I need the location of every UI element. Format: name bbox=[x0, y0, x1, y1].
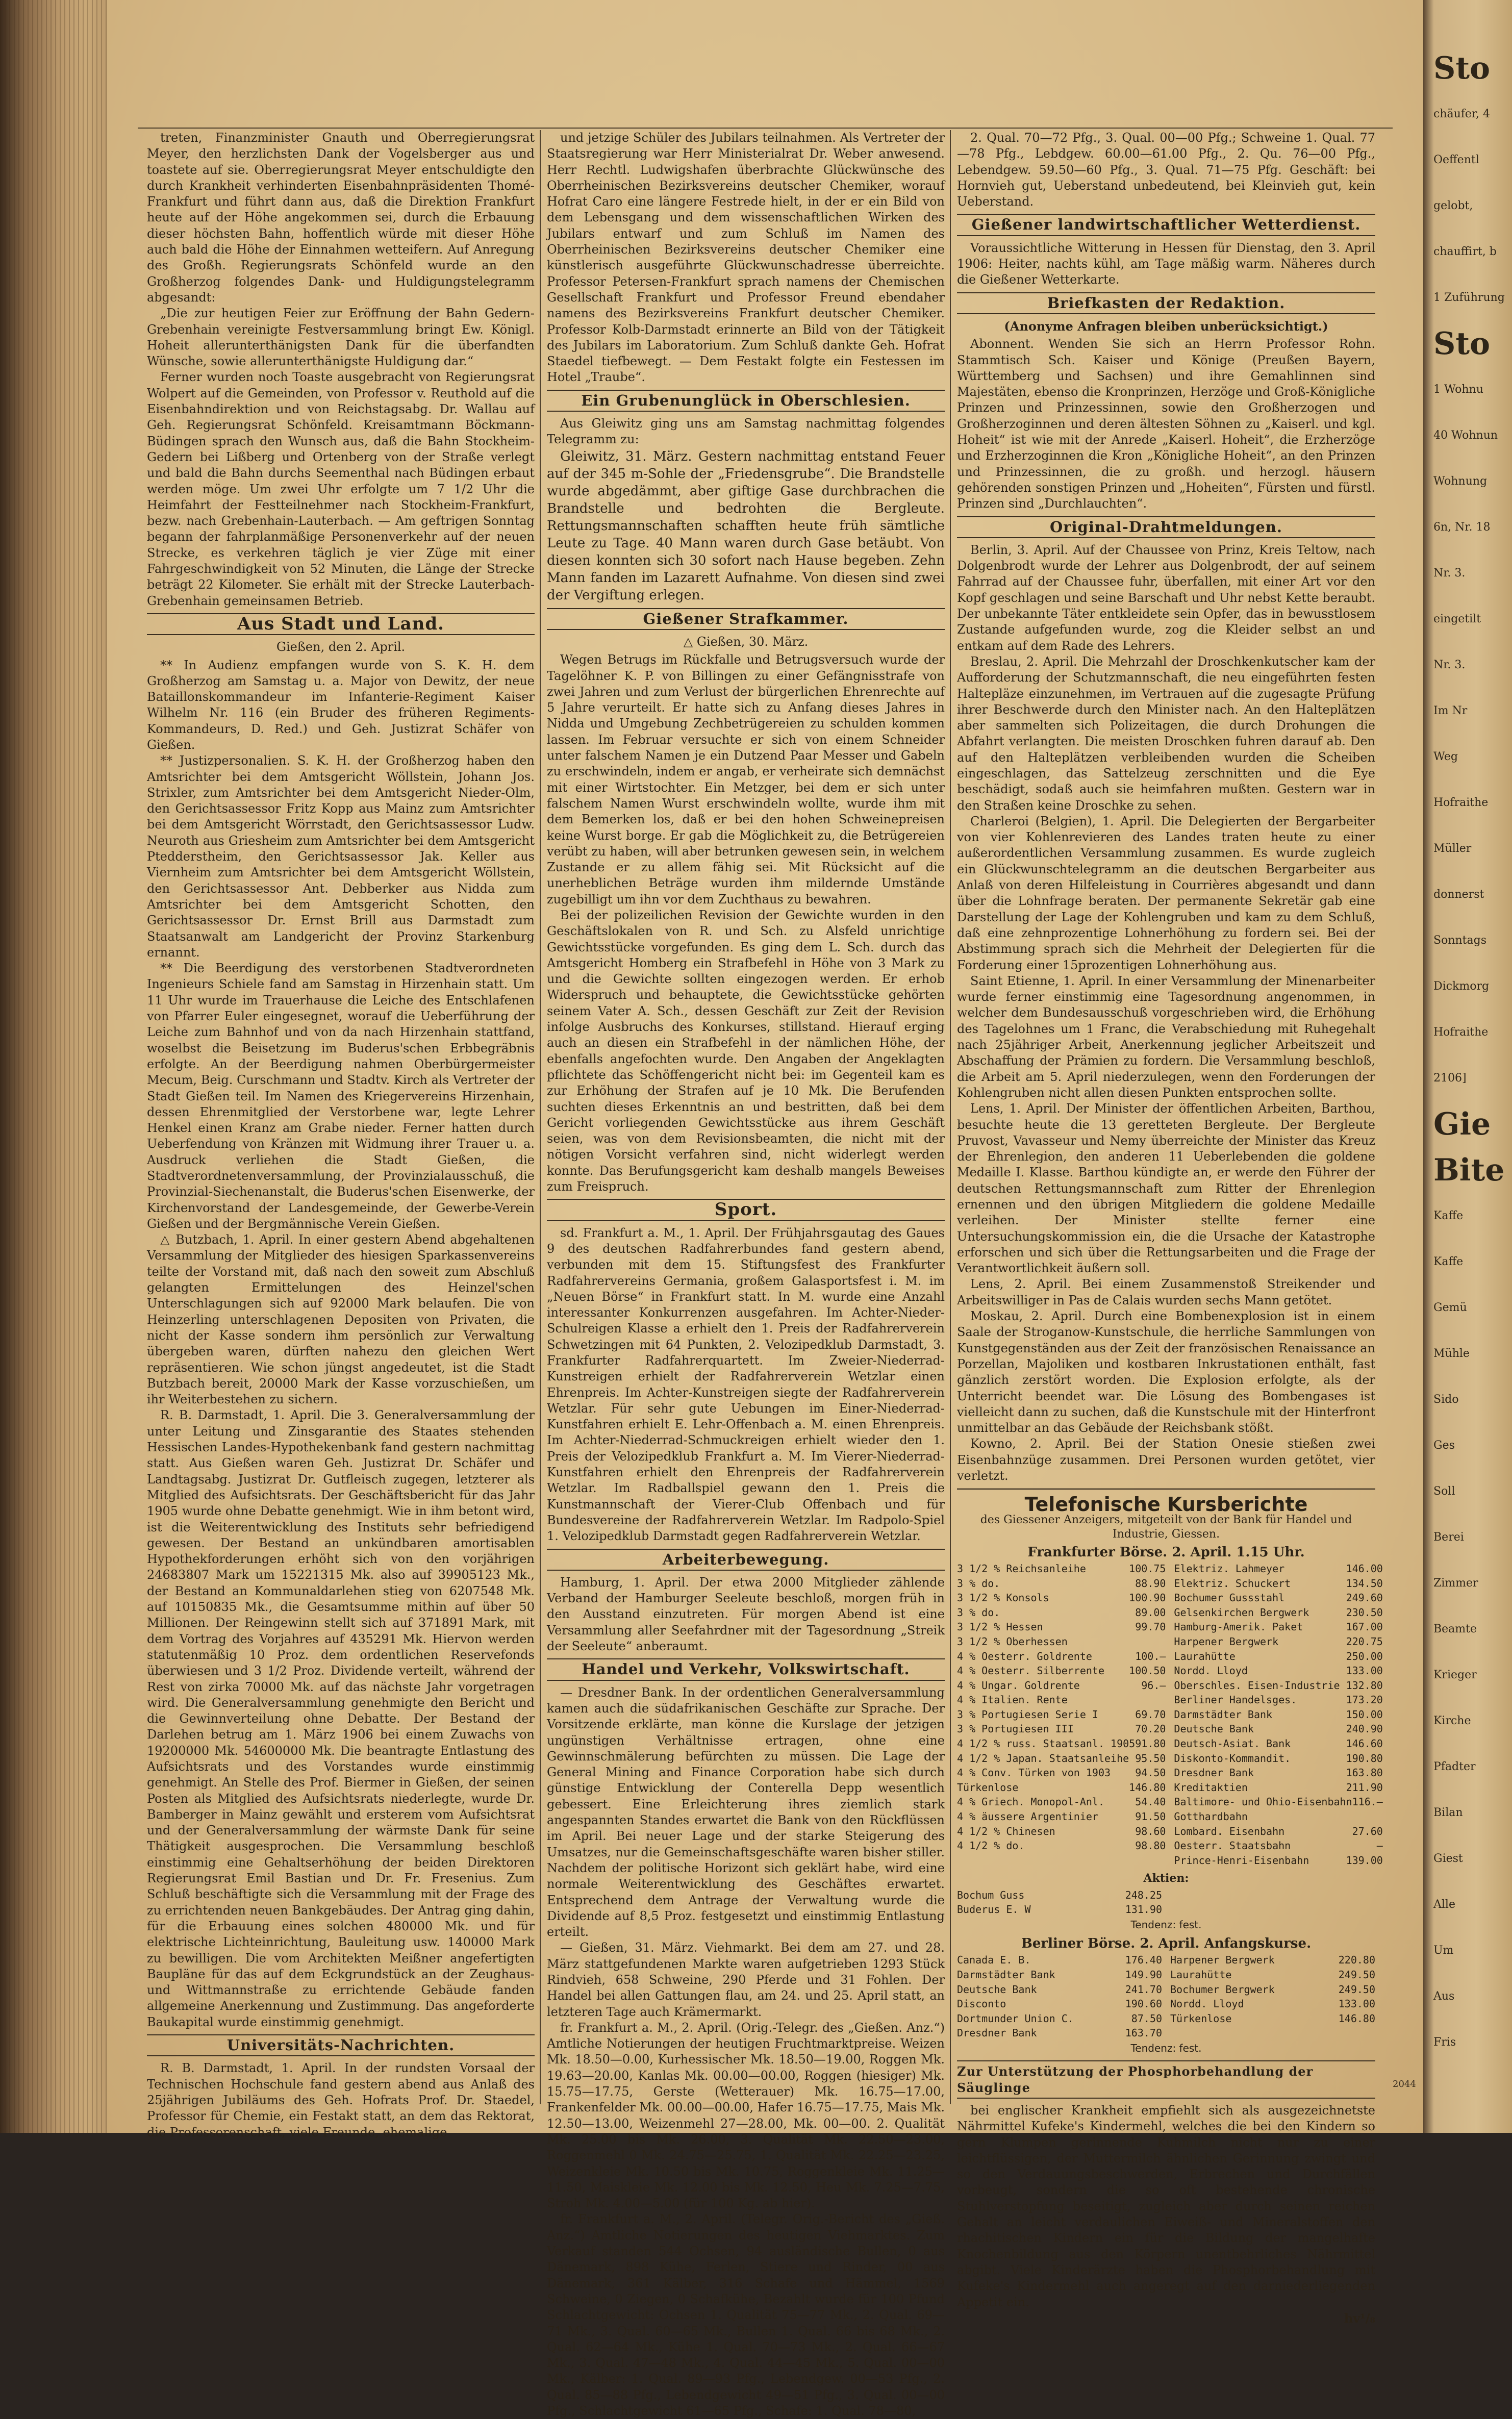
quote-name: Dresdner Bank bbox=[957, 2027, 1037, 2039]
quote-row bbox=[957, 1664, 1166, 1678]
frankfurt-quotes bbox=[957, 1561, 1383, 1868]
article-text: Saint Etienne, 1. April. In einer Versammlung der Minenarbeiter wurde ferner einstimmig eine Tagesordnung angenommen, in welcher dem Bundesausschuß vorgeschrieben wird, die Erhöhung des Tagelohnes um 1 Franc, die Verabschiedung mit Ruhegehalt nach 25jähriger Arbeit, Anerkennung jeglicher Arbeitszeit und Abschaffung der Prämien zu fordern. Die Versammlung beschloß, die Arbeit am 5. April niederzulegen, wenn den Forderungen der Kohlengruben nicht allen diesen Punkten entsprochen sollte. bbox=[957, 973, 1375, 1100]
quote-name: 4 % Griech. Monopol-Anl. bbox=[957, 1796, 1104, 1808]
quote-row bbox=[1174, 1736, 1382, 1751]
quote-name: 3 % do. bbox=[957, 1606, 1000, 1619]
quote-row bbox=[1174, 1824, 1382, 1839]
kurs-title: Telefonische Kursberichte bbox=[1024, 1493, 1308, 1516]
article-text: — Dresdner Bank. In der ordentlichen Generalversammlung kamen auch die südafrikanischen Geschäfte zur Sprache. Der Vorsitzende erklärte, man könne die Kurslage der jetzigen ungünstigen Verhältnisse ertragen, ohne eine Gewinnschmälerung befürchten zu müssen. Die Lage der General Mining and Finance Corporation habe sich durch günstige Entwicklung der Conterella Depp wesentlich gebessert. Eine Erleichterung ihres ziemlich stark angespannten Standes erwartet die Bank von den Rückflüssen im April. Bei neuer Lage und der starke Steigerung des Umsatzes, nur die Gemeinschaftsgeschäfte waren bisher stiller. Nachdem der politische Horizont sich geklärt habe, wird eine normale Weiterentwicklung des Geschäftes erwartet. Entsprechend dem Antrage der Verwaltung wurde die Dividende auf 8,5 Proz. festgesetzt und einstimmig Entlastung erteilt. bbox=[547, 1685, 945, 1939]
quote-row bbox=[957, 1780, 1166, 1795]
adjacent-text-fragment: 2106] bbox=[1433, 1072, 1467, 1085]
adjacent-text-fragment: Kaffe bbox=[1433, 1255, 1464, 1268]
section-heading-universitaet: Universitäts-Nachrichten. bbox=[147, 2034, 535, 2056]
article-text: sd. Frankfurt a. M., 1. April. Der Frühjahrsgautag des Gaues 9 des deutschen Radfahrerbundes fand gestern abend, verbunden mit dem 15. Stiftungsfest des Frankfurter Radfahrervereins Germania, großem Galasportsfest i. M. im „Neuen Börse“ in Frankfurt statt. In M. wurde eine Anzahl interessanter Konkurrenzen ausgefahren. Im Achter-Nieder-Schulreigen Klasse a erhielt den 1. Preis der Radfahrerverein Schwetzingen mit 64 Punkten, 2. Velozipedklub Darmstadt, 3. Frankfurter Radfahrerquartett. Im Zweier-Niederrad-Kunstreigen erhielt der Radfahrerverein Wetzlar einen Ehrenpreis. Im Achter-Kunstreigen siegte der Radfahrerverein Wetzlar. Für sehr gute Uebungen im Einer-Niederrad-Kunstfahren erhielt E. Lehr-Offenbach a. M. einen Ehrenpreis. Im Achter-Niederrad-Schmuckreigen erhielt wieder den 1. Preis der Velozipedklub Frankfurt a. M. Im Vierer-Niederrad-Kunstfahren erhielt den Ehrenpreis der Radfahrerverein Wetzlar. Im Radballspiel gewann den 1. Preis die Kunstmannschaft der Vierer-Club Offenbach und für Bundesvereine der Radfahrerverein Wetzlar. Im Radpolo-Spiel 1. Velozipedklub Darmstadt gegen Radfahrerverein Wetzlar. bbox=[547, 1225, 945, 1544]
article-text: Kowno, 2. April. Bei der Station Onesie stießen zwei Eisenbahnzüge zusammen. Drei Personen wurden getötet, vier verletzt. bbox=[957, 1437, 1375, 1483]
article-text: Wegen Betrugs im Rückfalle und Betrugsversuch wurde der Tagelöhner K. P. von Billingen zu einer Gefängnisstrafe von zwei Jahren und zum Verlust der bürgerlichen Ehrenrechte auf 5 Jahre verurteilt. Er hatte sich zu Anfang dieses Jahres in Nidda und Umgebung Zechbetrügereien zu schulden kommen lassen. Im Februar versuchte er sich von einem Schneider unter falschem Namen je ein Dutzend Paar Messer und Gabeln zu erschwindeln, indem er angab, er verheirate sich demnächst mit einer Wirtstochter. Ein Metzger, bei dem er sich unter falschem Namen Wurst erschwindeln wollte, wurde ihm mit dem Bemerken los, daß er bei den hohen Schweinepreisen keine Wurst borge. Er gab die Möglichkeit zu, die Betrügereien verübt zu haben, will aber betrunken gewesen sein, in welchem Zustande er zu allem fähig sei. Mit Rücksicht auf die unerheblichen Beträge wurden ihm mildernde Umstände zugebilligt um ihn vor dem Zuchthaus zu bewahren. bbox=[547, 652, 945, 906]
adjacent-text-fragment: Oeffentl bbox=[1433, 154, 1479, 166]
adjacent-text-fragment: 40 Wohnun bbox=[1433, 429, 1498, 442]
advert-signature: hv¹/₈ bbox=[1344, 2310, 1375, 2326]
quote-row bbox=[1174, 1678, 1382, 1693]
quote-value: 163.80 bbox=[1346, 1767, 1383, 1779]
article-text: Aus Gleiwitz ging uns am Samstag nachmittag folgendes Telegramm zu: bbox=[547, 416, 945, 447]
quote-value: 94.50 bbox=[1135, 1767, 1166, 1779]
quote-name: 4 % Italien. Rente bbox=[957, 1694, 1068, 1706]
quote-row bbox=[957, 1824, 1166, 1839]
quote-row bbox=[1170, 1997, 1375, 2011]
adjacent-text-fragment: Hofraithe bbox=[1433, 796, 1489, 809]
quote-row bbox=[957, 1649, 1166, 1664]
adjacent-text-fragment: Sonntags bbox=[1433, 934, 1486, 947]
article-text: — Gießen, 31. März. Viehmarkt. Bei dem am 27. und 28. März stattgefundenen Markte waren aufgetrieben 1293 Stück Rindvieh, 658 Schweine, 290 Pferde und 31 Fohlen. Der Handel bei allen Gattungen flau, am 24. und 25. April statt, an letzteren Tage auch Krämermarkt. bbox=[547, 1941, 945, 2019]
quote-name: 4 % Oesterr. Silberrente bbox=[957, 1665, 1104, 1677]
quote-name: 3 1/2 % Reichsanleihe bbox=[957, 1562, 1086, 1575]
adjacent-text-fragment: Soll bbox=[1433, 1485, 1455, 1498]
quote-name: Nordd. Lloyd bbox=[1174, 1665, 1248, 1677]
adjacent-text-fragment: Dickmorg bbox=[1433, 980, 1490, 993]
quote-value: 139.00 bbox=[1346, 1854, 1383, 1867]
quote-name: Türkenlose bbox=[957, 1781, 1019, 1794]
tendency: Tendenz: fest. bbox=[1130, 1918, 1202, 1931]
adjacent-text-fragment: Sido bbox=[1433, 1393, 1459, 1406]
adjacent-text-fragment: Bilan bbox=[1433, 1806, 1463, 1819]
adjacent-text-fragment: Alle bbox=[1433, 1898, 1455, 1911]
quote-row bbox=[957, 1736, 1166, 1751]
quote-name: 3 % do. bbox=[957, 1577, 1000, 1590]
advert-heading: Zur Unterstützung der Phosphorbehandlung der Säuglinge bbox=[957, 2060, 1375, 2099]
quote-name: 4 1/2 % do. bbox=[957, 1840, 1025, 1852]
article-text: Berlin, 3. April. Auf der Chaussee von Prinz, Kreis Teltow, nach Dolgenbrodt wurde der Lehrer aus Dolgenbrodt, der auf seinem Fahrrad auf der Chaussee fuhr, überfallen, mit einer Art vor den Kopf geschlagen und seine Barschaft und Uhr nebst Kette beraubt. Der unbekannte Täter entkleidete sein Opfer, das in bewusstlosem Zustande aufgefunden wurde, zog die Kleider selbst an und entkam auf dem Rade des Lehrers. bbox=[957, 542, 1375, 653]
quote-value: 173.20 bbox=[1346, 1694, 1383, 1706]
quote-value: 190.60 bbox=[1125, 1998, 1162, 2010]
quote-value: 150.00 bbox=[1346, 1708, 1383, 1721]
quote-row bbox=[957, 1795, 1166, 1809]
quote-value: 98.60 bbox=[1135, 1825, 1166, 1837]
quote-value: 230.50 bbox=[1346, 1606, 1383, 1619]
quote-row bbox=[1170, 2011, 1375, 2026]
article-text: treten, Finanzminister Gnauth und Oberregierungsrat Meyer, den herzlichsten Dank der Vogelsberger aus und toastete auf sie. Oberregierungsrat Meyer entschuldigte den durch Krankheit verhinderten Eisenbahnpräsidenten Thomé-Frankfurt und führt dann aus, daß die Direktion Frankfurt heute auf der Höhe angekommen sei, durch die Erbauung dieser höchsten Bahn, hoffentlich würde mit dieser Höhe auch bald die Höhe der Einnahmen wetteifern. Auf Anregung des Großh. Regierungsrats Schönfeld wurde an den Großherzog folgendes Dank- und Huldigungstelegramm abgesandt: bbox=[147, 131, 535, 305]
adjacent-text-fragment: chäufer, 4 bbox=[1433, 108, 1491, 120]
adjacent-text-fragment: gelobt, bbox=[1433, 199, 1473, 212]
quote-name: Dortmunder Union C. bbox=[957, 2012, 1074, 2025]
quote-row bbox=[957, 1693, 1166, 1707]
adjacent-text-fragment: Sto bbox=[1433, 326, 1491, 362]
quote-value: 98.80 bbox=[1135, 1840, 1166, 1852]
quote-value: 100.90 bbox=[1129, 1592, 1166, 1604]
adjacent-text-fragment: chauffirt, b bbox=[1433, 245, 1497, 258]
quote-name: Bochum Guss bbox=[957, 1888, 1025, 1901]
adjacent-text-fragment: Sto bbox=[1433, 51, 1491, 86]
quote-row bbox=[1174, 1649, 1382, 1664]
adjacent-text-fragment: eingetilt bbox=[1433, 613, 1481, 625]
quote-value: 88.90 bbox=[1135, 1577, 1166, 1590]
quote-name: Nordd. Lloyd bbox=[1170, 1998, 1244, 2010]
quote-value: 91.50 bbox=[1135, 1810, 1166, 1823]
quote-value: 211.90 bbox=[1346, 1781, 1383, 1794]
section-heading-arbeiterbewegung: Arbeiterbewegung. bbox=[547, 1549, 945, 1571]
article-text: fr. Frankfurt a. M., 2. April. (Orig.-Telegr. des „Gießen. Anz.“) Amtliche Notierungen der heutigen Fruchtmarktpreise. Weizen Mk. 18.50—0.00, Kurhessischer Mk. 18.50—19.00, Roggen Mk. 19.63—20.00, Kanlas Mk. 00.00—00.00, Roggen (hiesiger) Mk. 15.75—17.75, Gerste (Wetterauer) Mk. 16.75—17.00, Frankenfelder Mk. 00.00—00.00, Hafer 16.75—17.75, Mais Mk. 12.50—13.00, Weizenmehl 27—28.00, Mk. 00—00. 2. Qualität Mk. 25.00 bis Mk. 26.00, 3. Qualität Mk. 22.50—23.00, Roggenmehl 0 Mk. 24.75—25.75, 1. Qualität Mk. 22.25—23.25, Weizenkleie Mk. 10.50 bis Mk. 10.75, Roggenkleie Mk. 11.25—11.50, Maiskleie Mk. 12.00 bis Mk. 12.50, Heu Mk. 7.25—7.75, Stroh Mk. 4.00—5.00 (für 100 Kg. ab hier). bbox=[547, 2020, 945, 2211]
quote-name: Diskonto-Kommandit. bbox=[1174, 1752, 1291, 1765]
quote-value: 167.00 bbox=[1346, 1621, 1383, 1633]
article-text: Charleroi (Belgien), 1. April. Die Delegierten der Bergarbeiter von vier Kohlenrevieren des Landes traten heute zu einer außerordentlichen Versammlung zusammen. Es wurde zugleich ein Glückwunschtelegramm an die deutschen Bergarbeiter aus Anlaß von deren Hilfeleistung in Courrières abgesandt und dann über die Lohnfrage beraten. Der permanente Sekretär gab eine Darstellung der Lage der Kohlengruben und kam zu dem Schluß, daß eine zehnprozentige Lohnerhöhung zu fordern sei. Bei der Abstimmung sprach sich die Mehrheit der Delegierten für die Forderung einer 15prozentigen Lohnerhöhung aus. bbox=[957, 814, 1375, 972]
quote-name: 3 % Portugiesen Serie I bbox=[957, 1708, 1098, 1721]
quote-row bbox=[957, 1888, 1162, 1903]
adjacent-text-fragment: Müller bbox=[1433, 842, 1472, 855]
article-text: Lens, 2. April. Bei einem Zusammenstoß Streikender und Arbeitswilliger in Pas de Calais wurden sechs Mann getötet. bbox=[957, 1277, 1375, 1307]
frankfurt-boerse-heading: Frankfurter Börse. 2. April. 1.15 Uhr. bbox=[1027, 1544, 1305, 1560]
quotes-aktien bbox=[957, 1888, 1162, 1917]
adjacent-text-fragment: Aus bbox=[1433, 1990, 1455, 2003]
adjacent-text-fragment: Hofraithe bbox=[1433, 1026, 1489, 1039]
quote-row bbox=[1170, 1982, 1375, 1997]
quote-name: Gotthardbahn bbox=[1174, 1810, 1248, 1823]
quote-value: 220.80 bbox=[1338, 1954, 1375, 1967]
quote-value: 163.70 bbox=[1125, 2027, 1162, 2039]
column-1 bbox=[147, 130, 535, 2139]
section-heading-sport: Sport. bbox=[547, 1199, 945, 1221]
page-label: 2044 bbox=[1393, 2079, 1416, 2089]
quote-name: Elektriz. Schuckert bbox=[1174, 1577, 1291, 1590]
quote-value: 133.00 bbox=[1346, 1665, 1383, 1677]
quote-row bbox=[1174, 1766, 1382, 1780]
quote-name: Oesterr. Staatsbahn bbox=[1174, 1840, 1291, 1852]
quote-row bbox=[1170, 1968, 1375, 1982]
quote-row bbox=[1174, 1634, 1382, 1649]
quote-name: 4 % Conv. Türken von 1903 bbox=[957, 1767, 1111, 1779]
quote-row bbox=[1174, 1751, 1382, 1766]
quote-row bbox=[1174, 1853, 1382, 1868]
quote-value: 146.00 bbox=[1346, 1562, 1383, 1575]
adjacent-text-fragment: 1 Wohnu bbox=[1433, 383, 1483, 396]
article-text: Ferner wurden noch Toaste ausgebracht von Regierungsrat Wolpert auf die Gemeinden, von Professor v. Reuthold auf die Eisenbahndirektion und von Reichstagsabg. Dr. Wallau auf Geh. Regierungsrat Schönfeld. Kreisamtmann Böckmann-Büdingen sprach den Wunsch aus, daß die Bahn Stockheim-Gedern bei Lißberg und Ortenberg von der Straße verlegt und bald die Bahn durchs Seementhal nach Büdingen erbaut werden möge. Um zwei Uhr erfolgte um 7 1/2 Uhr die Heimfahrt der Festteilnehmer nach Stockheim-Frankfurt, bezw. nach Grebenhain-Lauterbach. — Am geftrigen Sonntag begann der fahrplanmäßige Personenverkehr auf der neuen Strecke, es verkehren täglich je vier Züge mit einer Fahrgeschwindigkeit von 52 Minuten, die Länge der Strecke beträgt 22 Kilometer. Sie erhält mit der Strecke Lauterbach-Grebenhain gemeinsamen Betrieb. bbox=[147, 370, 535, 608]
article-text: ** In Audienz empfangen wurde von S. K. H. dem Großherzog am Samstag u. a. Major von Dewitz, der neue Bataillonskommandeur im Infanterie-Regiment Kaiser Wilhelm Nr. 116 (ein Bruder des früheren Regiments-Kommandeurs, D. Red.) und Geh. Justizrat Schäfer von Gießen. bbox=[147, 658, 535, 752]
section-heading-wetterdienst: Gießener landwirtschaftlicher Wetterdienst. bbox=[957, 214, 1375, 236]
quote-value: — bbox=[1376, 1840, 1383, 1852]
quote-name: Laurahütte bbox=[1170, 1969, 1232, 1981]
quotes-left bbox=[957, 1953, 1162, 2040]
article-text: Abonnent. Wenden Sie sich an Herrn Professor Rohn. Stammtisch Sch. Kaiser und Könige (Preußen Bayern, Württemberg und Sachsen) und ihre Gemahlinnen sind Majestäten, ebenso die Kronprinzen, Herzöge und Groß-Königliche Prinzen und Prinzessinnen, sowie den Großherzogen und Großherzoginnen und deren ältesten Söhnen zu „Kaiserl. und kgl. Hoheit“ ist wie mit der Anrede „Kaiserl. Hoheit“, die Erzherzöge und Erzherzoginnen die Kron „Königliche Hoheit“, an den Prinzen und Prinzessinnen, die zu großh. und herzogl. häusern gehörenden sonstigen Prinzen und „Hoheiten“, Fürsten und fürstl. Prinzen sind „Durchlauchten“. bbox=[957, 337, 1375, 511]
quote-row bbox=[957, 1591, 1166, 1605]
quote-row bbox=[957, 1620, 1166, 1634]
article-text: Moskau, 2. April. Durch eine Bombenexplosion ist in einem Saale der Stroganow-Kunstschule, die herrliche Sammlungen von Kunstgegenständen aus der Zeit der französischen Renaissance an Porzellan, Majoliken und kostbaren Inkrustationen enthält, fast gänzlich zerstört worden. Die Explosion erfolgte, als der Unterricht beendet war. Die Lösung des Bombengases ist vielleicht dann zu suchen, daß die Kunstschule mit der Hinterfront unmittelbar an das Gebäude der Reichsbank stößt. bbox=[957, 1309, 1375, 1435]
quote-row bbox=[957, 1576, 1166, 1591]
quote-name: Darmstädter Bank bbox=[1174, 1708, 1273, 1721]
quote-row bbox=[1174, 1561, 1382, 1576]
adjacent-text-fragment: Giest bbox=[1433, 1852, 1463, 1865]
kurs-subtitle: des Giessener Anzeigers, mitgeteilt von der Bank für Handel und Industrie, Giessen. bbox=[980, 1513, 1352, 1541]
quote-value: 87.50 bbox=[1131, 2012, 1162, 2025]
quote-name: 3 1/2 % Hessen bbox=[957, 1621, 1043, 1633]
column-rule bbox=[540, 130, 541, 2104]
quote-name: 4 % Ungar. Goldrente bbox=[957, 1679, 1080, 1692]
quote-name: Harpener Bergwerk bbox=[1174, 1635, 1279, 1648]
quote-value: 149.90 bbox=[1125, 1969, 1162, 1981]
section-heading-drahtmeldungen: Original-Drahtmeldungen. bbox=[957, 516, 1375, 538]
quotes-right bbox=[1170, 1953, 1375, 2040]
article-text: Breslau, 2. April. Die Mehrzahl der Droschkenkutscher kam der Aufforderung der Schutzmannschaft, die neu eingeführten festen Haltepläze einzunehmen, im Vertrauen auf die zugesagte Prüfung ihrer Beschwerde durch den Minister nach. An den Halteplätzen aber sammelten sich Polizeitagen, die durch Drohungen die Abfahrt verlangten. Die meisten Droschken fuhren darauf ab. Den auf den Halteplätzen verbleibenden wurden die Scheiben eingeschlagen, das Sattelzeug zerschnitten und die Eye beschädigt, sodaß auch sie heimfahren mußten. Gestern war in den Straßen keine Droschke zu sehen. bbox=[957, 654, 1375, 813]
quote-name: Elektriz. Lahmeyer bbox=[1174, 1562, 1285, 1575]
dateline: △ Gießen, 30. März. bbox=[683, 634, 809, 649]
section-heading-strafkammer: Gießener Strafkammer. bbox=[547, 608, 945, 630]
adjacent-text-fragment: 1 Zuführung bbox=[1433, 291, 1505, 304]
quote-row bbox=[1174, 1795, 1382, 1809]
quote-value: 249.50 bbox=[1338, 1983, 1375, 1996]
adjacent-text-fragment: Krieger bbox=[1433, 1669, 1477, 1681]
quote-row bbox=[1174, 1722, 1382, 1736]
quote-name: Baltimore- und Ohio-Eisenbahn bbox=[1174, 1796, 1352, 1808]
adjacent-text-fragment: Wohnung bbox=[1433, 475, 1488, 488]
berliner-boerse-heading: Berliner Börse. 2. April. Anfangskurse. bbox=[1021, 1936, 1312, 1952]
quote-row bbox=[957, 1809, 1166, 1824]
tendency: Tendenz: fest. bbox=[1130, 2042, 1202, 2055]
quote-row bbox=[957, 2011, 1162, 2026]
book-binding bbox=[0, 0, 107, 2133]
quote-row bbox=[1174, 1664, 1382, 1678]
quote-name: Buderus E. W bbox=[957, 1903, 1031, 1916]
quotes-right bbox=[1174, 1561, 1382, 1868]
quote-name: Canada E. B. bbox=[957, 1954, 1031, 1967]
quote-name: Bochumer Bergwerk bbox=[1170, 1983, 1275, 1996]
quote-name: Hamburg-Amerik. Paket bbox=[1174, 1621, 1303, 1633]
adjacent-text-fragment: Um bbox=[1433, 1944, 1454, 1957]
quote-value: 250.00 bbox=[1346, 1650, 1383, 1662]
quote-row bbox=[957, 1707, 1166, 1722]
article-text: fr. Frankfurt a. M., 2. April. (Telegr. Orig.-Bericht des „Gieß. Anz.“) Amtliche Notierungen des heutigen Viehmarktes. Zum Verkauf standen 544 Ochsen, 94 ausländische Bullen, 0 aus Dänemark, 898 Kühe, Ferlen, Stiere und Rinder, 00 aus Dänemark, 361 Kälber, 316 Schafe und Hämmel, 1569 Schweine, 0 Ziegen, 0 Schafkühe, Bezahlt wurde für 100 Pfund Schlachtgewicht: Ochsen 1. Qualität 75—77 Mk., 2. Qual. 69—71 Mk., 3. Qual. 60—65 Mk., Bullen 1. Qual. 66 bis 68 Mk., 2. Qual. 62—64 Mk., Kühe 1. Qual. 70—73 Mk., 2. Qual. 66—67 Mk., 3. Qual. 47—48 Mk., 4. Qual. 44—45 Mk., 5. Qual. 00—00 Mk., Kälber: 1. Qual. 89—93 Pfg., Lebendgew. 00—53 Pfg., 2. Qual. 85—88 Pfg., Lebendgewicht 49—51 Pfg., 3. Qual. 00—00 Pfg., Schlachtgewicht 61—65 Pfg., Schafe: 1. Qual. 78—80, bbox=[547, 2212, 945, 2418]
quote-row bbox=[1174, 1809, 1382, 1824]
quote-name: 4 1/2 % russ. Staatsanl. 1905 bbox=[957, 1737, 1136, 1750]
quote-name: Bochumer Gussstahl bbox=[1174, 1592, 1285, 1604]
section-heading-handel: Handel und Verkehr, Volkswirtschaft. bbox=[547, 1658, 945, 1680]
quote-row bbox=[957, 1968, 1162, 1982]
quote-row bbox=[957, 1997, 1162, 2011]
advert-text: bei englischer Krankheit empfiehlt sich als ausgezeichnetste Nährmittel Kufeke's Kindermehl, welches die bei den Kindern so gern Klumpen gerinnende Kuhmilch nicht nur zu einer leichtflüssigen, der Muttermilch ähnlichen Gerinnung zwingt und so den Verdauungsbeschwerden, Erbrechen und Durchfällen vorbeugt, sondern die so oft bestehende chronische Stuhlverstopfung beseitigt, zugleich aber durch seinen reichen Gehalt an leicht verdaulichen Eiweiß- und Mineralstoffen den rhachitischen Kindern ein für die Bildung der mangelhafte Knochenbildung aus den Körpern unentbehrliches Nährmittel abgibt. Viele Kinderärzte haben die Phosphorbehandlung mit Kufeke's Kindermehl auch angeregt auf den darniederliegenden Appetit ein. bbox=[957, 2103, 1375, 2309]
quote-row bbox=[1170, 1953, 1375, 1968]
quote-name: Gelsenkirchen Bergwerk bbox=[1174, 1606, 1309, 1619]
quote-name: Harpener Bergwerk bbox=[1170, 1954, 1275, 1967]
adjacent-text-fragment: Zimmer bbox=[1433, 1577, 1478, 1590]
quote-value: 146.80 bbox=[1129, 1781, 1166, 1794]
article-text: ** Die Beerdigung des verstorbenen Stadtverordneten Ingenieurs Schiele fand am Samstag in Hirzenhain statt. Um 11 Uhr wurde im Trauerhause die Leiche des Entschlafenen von Pfarrer Euler eingesegnet, worauf die Ueberführung der Leiche zum Bahnhof und von da nach Hirzenhain stattfand, woselbst die Beisetzung im Buderus'schen Erbbegräbnis erfolgte. An der Beerdigung nahmen Oberbürgermeister Mecum, Beig. Curschmann und Stadtv. Kirch als Vertreter der Stadt Gießen teil. Im Namen des Kriegervereins Hirzenhain, dessen Ehrenmitglied der Verstorbene war, legte Lehrer Henkel einen Kranz am Grabe nieder. Ferner hatten durch Ueberfendung von Kränzen mit Widmung ihrer Trauer u. a. Ausdruck verliehen die Stadt Gießen, die Stadtverordnetenversammlung, der Provinzialausschuß, die Provinzial-Siechenanstalt, die Buderus'schen Eisenwerke, der Kirchenvorstand der Landesgemeinde, der Gewerbe-Verein Gießen und der Bergmännische Verein Gießen. bbox=[147, 961, 535, 1231]
quote-value: 100.50 bbox=[1129, 1665, 1166, 1677]
quote-name: Berliner Handelsges. bbox=[1174, 1694, 1297, 1706]
quote-name: Kreditaktien bbox=[1174, 1781, 1248, 1794]
quote-value: 146.80 bbox=[1338, 2012, 1375, 2025]
quote-value: 134.50 bbox=[1346, 1577, 1383, 1590]
quote-name: 3 1/2 % Konsols bbox=[957, 1592, 1049, 1604]
section-heading-briefkasten: Briefkasten der Redaktion. bbox=[957, 292, 1375, 314]
quote-row bbox=[957, 1605, 1166, 1620]
article-text: ** Justizpersonalien. S. K. H. der Großherzog haben den Amtsrichter bei dem Amtsgericht Wöllstein, Johann Jos. Strixler, zum Amtsrichter bei dem Amtsgericht Nieder-Olm, den Gerichtsassessor Fritz Kopp aus Mainz zum Amtsrichter bei dem Amtsgericht Wörrstadt, den Gerichtsassessor Ludw. Neuroth aus Griesheim zum Amtsrichter bei dem Amtsgericht Ptedderstheim, den Gerichtsassessor Jak. Keller aus Viernheim zum Amtsrichter bei dem Amtsgericht Wöllstein, den Gerichtsassessor Ant. Debberker aus Nidda zum Amtsrichter bei dem Amtsgericht Schotten, den Gerichtsassessor Dr. Ernst Brill aus Darmstadt zum Staatsanwalt am Landgericht der Provinz Starkenburg ernannt. bbox=[147, 753, 535, 960]
quote-row bbox=[957, 1902, 1162, 1917]
adjacent-text-fragment: Ges bbox=[1433, 1439, 1455, 1452]
quote-row bbox=[957, 1982, 1162, 1997]
quote-value: 54.40 bbox=[1135, 1796, 1166, 1808]
berlin-quotes bbox=[957, 1953, 1375, 2040]
quote-name: 3 % Portugiesen III bbox=[957, 1723, 1074, 1735]
quote-value: 249.50 bbox=[1338, 1969, 1375, 1981]
section-heading-grubenunglueck: Ein Grubenunglück in Oberschlesien. bbox=[547, 390, 945, 412]
quote-row bbox=[1174, 1605, 1382, 1620]
quote-value: 190.80 bbox=[1346, 1752, 1383, 1765]
article-text: R. B. Darmstadt, 1. April. In der rundsten Vorsaal der Technischen Hochschule fand gestern abend aus Anlaß des 25jährigen Jubiläums des Geh. Hofrats Prof. Dr. Staedel, Professor für Chemie, ein Festakt statt, an dem das Rektorat, die Professorenschaft, viele Freunde, ehemalige bbox=[147, 2061, 535, 2139]
quote-value: 96.— bbox=[1141, 1679, 1166, 1692]
quote-name: 4 % äussere Argentinier bbox=[957, 1810, 1098, 1823]
section-heading-stadt-und-land: Aus Stadt und Land. bbox=[147, 613, 535, 635]
quote-name: Türkenlose bbox=[1170, 2012, 1232, 2025]
column-3 bbox=[957, 130, 1383, 2326]
quote-value: 249.60 bbox=[1346, 1592, 1383, 1604]
quote-name: Dresdner Bank bbox=[1174, 1767, 1254, 1779]
quote-name: 4 1/2 % Japan. Staatsanleihe bbox=[957, 1752, 1129, 1765]
quote-row bbox=[957, 1766, 1166, 1780]
quote-name: Deutsche Bank bbox=[957, 1983, 1037, 1996]
quote-value: 100.— bbox=[1135, 1650, 1166, 1662]
quote-value: 99.70 bbox=[1135, 1621, 1166, 1633]
adjacent-text-fragment: Mühle bbox=[1433, 1347, 1470, 1360]
briefkasten-note: (Anonyme Anfragen bleiben unberücksichtigt.) bbox=[1004, 318, 1328, 334]
article-text: Hamburg, 1. April. Der etwa 2000 Mitglieder zählende Verband der Hamburger Seeleute beschloß, morgen früh in den Ausstand einzutreten. Für morgen Abend ist eine Versammlung aller Seefahrdner mit der Tagesordnung „Streik der Seeleute“ anberaumt. bbox=[547, 1575, 945, 1654]
quote-value: 132.80 bbox=[1346, 1679, 1383, 1692]
article-text: Bei der polizeilichen Revision der Gewichte wurden in den Geschäftslokalen von R. und Sch. zu Alsfeld unrichtige Gewichtsstücke vorgefunden. Es ging dem L. Sch. durch das Amtsgericht Homberg ein Strafbefehl in Höhe von 3 Mark zu und die Gewichte sollten eingezogen werden. Er erhob Widerspruch und behauptete, die Gewichtsstücke gehörten seinem Vater A. Sch., dessen Geschäft zur Zeit der Revision infolge Ausbruchs des Konkurses, stillstand. Hierauf erging auch an diesen ein Strafbefehl in der nämlichen Höhe, der ebenfalls angefochten wurde. Den Angaben der Angeklagten pflichtete das Schöffengericht nicht bei: im Gegenteil kam es zur Erhöhung der Strafen auf je 10 Mk. Die Berufenden suchten dieses Erkenntnis an und bestritten, daß bei dem Gericht vorliegenden Gewichtsstücke aus ihrem Geschäft seien, was von dem Revisionsbeamten, die nicht mit der nötigen Vorsicht verfahren sind, nicht widerlegt werden konnte. Das Berufungsgericht kam deshalb mangels Beweises zum Freispruch. bbox=[547, 908, 945, 1194]
quote-value: 69.70 bbox=[1135, 1708, 1166, 1721]
newspaper-page bbox=[107, 0, 1423, 2418]
quote-value: 89.00 bbox=[1135, 1606, 1166, 1619]
quote-row bbox=[957, 2026, 1162, 2040]
adjacent-text-fragment: Gemü bbox=[1433, 1301, 1467, 1314]
adjacent-text-fragment: Beamte bbox=[1433, 1623, 1477, 1635]
quote-value: 100.75 bbox=[1129, 1562, 1166, 1575]
quote-value: 133.00 bbox=[1338, 1998, 1375, 2010]
quote-name: Deutsche Bank bbox=[1174, 1723, 1254, 1735]
article-text: Lens, 1. April. Der Minister der öffentlichen Arbeiten, Barthou, besuchte heute die 13 geretteten Bergleute. Der Bergleute Pruvost, Vavasseur und Nemy überreichte der Minister das Kreuz der Ehrenlegion, den anderen 11 Ueberlebenden die goldene Medaille I. Klasse. Barthou kündigte an, er werde den Führer der deutschen Rettungsmannschaft zum Ritter der Ehrenlegion ernennen und den übrigen Mitgliedern die goldene Medaille verleihen. Der Minister stellte ferner eine Untersuchungskommission ein, die die Ursache der Katastrophe erforschen und sich über die Rettungsarbeiten und die Frage der Verantwortlichkeit äußern soll. bbox=[957, 1101, 1375, 1276]
adjacent-text-fragment: Fris bbox=[1433, 2036, 1456, 2049]
quote-name: Laurahütte bbox=[1174, 1650, 1236, 1662]
article-text: 2. Qual. 70—72 Pfg., 3. Qual. 00—00 Pfg.; Schweine 1. Qual. 77—78 Pfg., Lebdgew. 60.00—61.00 Pfg., 2. Qu. 76—00 Pfg., Lebendgew. 59.50—60 Pfg., 3. Qual. 71—75 Pfg. Geschäft: bei Hornvieh gut, Ueberstand unbedeutend, bei Kleinvieh gut, kein Ueberstand. bbox=[957, 131, 1375, 209]
kursberichte-block bbox=[957, 1488, 1383, 2056]
aktien-heading: Aktien: bbox=[1143, 1872, 1189, 1885]
quote-row bbox=[957, 1751, 1166, 1766]
quote-name: 4 1/2 % Chinesen bbox=[957, 1825, 1055, 1837]
quote-value: 95.50 bbox=[1135, 1752, 1166, 1765]
adjacent-text-fragment: Kirche bbox=[1433, 1715, 1471, 1727]
article-text: Voraussichtliche Witterung in Hessen für Dienstag, den 3. April 1906: Heiter, nachts kühl, am Tage mäßig warm. Näheres durch die Gießener Wetterkarte. bbox=[957, 240, 1375, 287]
quote-value: 27.60 bbox=[1352, 1825, 1383, 1837]
adjacent-text-fragment: Nr. 3. bbox=[1433, 567, 1466, 579]
adjacent-text-fragment: 6n, Nr. 18 bbox=[1433, 521, 1491, 534]
top-rule bbox=[138, 128, 1393, 129]
article-text: △ Butzbach, 1. April. In einer gestern Abend abgehaltenen Versammlung der Mitglieder des hiesigen Sparkassenvereins teilte der Vorstand mit, daß nach den soweit zum Abschluß gelangten Ermittelungen des Heinzel'schen Unterschlagungen sich auf 92000 Mark belaufen. Die von Heinzerling unterschlagenen Depositen von Privaten, die nicht der Kasse sondern ihm persönlich zur Verwaltung übergeben waren, dürften nahezu den gleichen Wert repräsentieren. Wie schon jüngst angedeutet, ist die Stadt Butzbach bereit, 20000 Mark der Kasse vorzuschießen, um ihr Weiterbestehen zu sichern. bbox=[147, 1232, 535, 1407]
column-rule bbox=[950, 130, 951, 2104]
quote-name: 3 1/2 % Oberhessen bbox=[957, 1635, 1068, 1648]
quote-row bbox=[1174, 1780, 1382, 1795]
quote-name: Lombard. Eisenbahn bbox=[1174, 1825, 1285, 1837]
quote-value: 240.90 bbox=[1346, 1723, 1383, 1735]
aktien-quotes bbox=[957, 1888, 1375, 1917]
adjacent-text-fragment: Berei bbox=[1433, 1531, 1464, 1544]
quote-row bbox=[1174, 1591, 1382, 1605]
quote-row bbox=[1174, 1838, 1382, 1853]
quote-value: 116.— bbox=[1352, 1796, 1383, 1808]
quote-row bbox=[1174, 1693, 1382, 1707]
adjacent-page-fragment bbox=[1423, 0, 1512, 2133]
dateline: Gießen, den 2. April. bbox=[276, 640, 406, 654]
quote-row bbox=[957, 1838, 1166, 1853]
adjacent-text-fragment: Gie bbox=[1433, 1106, 1491, 1142]
quote-value: 70.20 bbox=[1135, 1723, 1166, 1735]
column-2 bbox=[547, 130, 945, 2418]
article-text: R. B. Darmstadt, 1. April. Die 3. Generalversammlung der unter Leitung und Zinsgarantie des Staates stehenden Hessischen Landes-Hypothekenbank fand gestern nachmittag statt. Aus Gießen waren Geh. Justizrat Dr. Schäfer und Landtagsabg. Justizrat Dr. Gutfleisch zugegen, letzterer als Mitglied des Aufsichtsrats. Der Geschäftsbericht für das Jahr 1905 wurde ohne Debatte genehmigt. Wie in ihm betont wird, ist die Weiterentwicklung des Instituts sehr befriedigend gewesen. Der Bestand an unkündbaren amortisablen Hypothekforderungen erhöht sich von den vorjährigen 24683807 Mark um 15221315 Mk. also auf 39905123 Mk., der Bestand an Kommunaldarlehen stieg von 6207548 Mk. auf 10150835 Mk., die Gesamtsumme mithin auf über 50 Millionen. Der Reingewinn stellt sich auf 371891 Mark, mit dem Vortrag des Vorjahres auf 435291 Mk. Hiervon werden statutenmäßig 10 Proz. dem ordentlichen Reservefonds überwiesen und 3 1/2 Proz. Dividende verteilt, während der Rest von zirka 70000 Mk. auf das nächste Jahr vorgetragen wird. Die Generalversammlung genehmigte den Bericht und die Gewinnverteilung ohne Debatte. Der Bestand der Darlehen betrug am 1. März 1906 bei einem Zuwachs von 19200000 Mk. 54600000 Mk. Die beantragte Entlastung des Aufsichtsrats und des Vorstandes wurde einstimmig genehmigt. An Stelle des Prof. Biermer in Gießen, der seinen Posten als Mitglied des Aufsichtsrats niederlegte, wurde Dr. Bamberger in Mainz gewählt und ersterem vom Aufsichtsrat und der Generalversammlung der wärmste Dank für seine Thätigkeit ausgesprochen. Die Versammlung beschloß einstimmig eine Gehaltserhöhung der beiden Direktoren Regierungsrat Emil Bastian und Dr. Fr. Fresenius. Zum Schluß beschäftigte sich die Versammlung mit der Frage des zu errichtenden neuen Bankgebäudes. Der Antrag ging dahin, für die Erbauung eines solchen 480000 Mk. und für elektrische Lichteinrichtung, Bauleitung usw. 140000 Mark zu bewilligen. Die vom Architekten Meißner angefertigten Baupläne für das auf dem Eckgrundstück an der Zeughaus- und Wittmannstraße zu errichtende Gebäude fanden allgemeine Anerkennung und Zustimmung. Das angeforderte Baukapital wurde einstimmig genehmigt. bbox=[147, 1408, 535, 2029]
quotes-left bbox=[957, 1561, 1166, 1868]
quote-row bbox=[957, 1561, 1166, 1576]
adjacent-text-fragment: donnerst bbox=[1433, 888, 1484, 901]
quote-name: Darmstädter Bank bbox=[957, 1969, 1055, 1981]
quote-row bbox=[1174, 1707, 1382, 1722]
adjacent-text-fragment: Kaffe bbox=[1433, 1210, 1464, 1222]
quote-name: Disconto bbox=[957, 1998, 1006, 2010]
quote-name: Prince-Henri-Eisenbahn bbox=[1174, 1854, 1309, 1867]
telegram-text: Gleiwitz, 31. März. Gestern nachmittag entstand Feuer auf der 345 m-Sohle der „Friedensgrube“. Die Brandstelle wurde abgedämmt, aber giftige Gase durchbrachen die Brandstelle und bedrohten die Bergleute. Rettungsmannschaften schafften heute früh sämtliche Leute zu Tage. 40 Mann waren durch Gase betäubt. Von diesen konnten sich 30 sofort nach Hause begeben. Zehn Mann fanden im Lazarett Aufnahme. Von diesen sind zwei der Vergiftung erlegen. bbox=[547, 448, 945, 603]
adjacent-text-fragment: Weg bbox=[1433, 750, 1458, 763]
telegram-text: „Die zur heutigen Feier zur Eröffnung der Bahn Gedern-Grebenhain vereinigte Festversammlung bringt Ew. Königl. Hoheit allerunterthänigsten Dank für die überfandten Wünsche, sowie allerunterthänigste Huldigung dar.“ bbox=[147, 306, 535, 369]
quote-row bbox=[957, 1634, 1166, 1649]
adjacent-text-fragment: Pfadter bbox=[1433, 1760, 1476, 1773]
quote-row bbox=[957, 1678, 1166, 1693]
quote-row bbox=[957, 1722, 1166, 1736]
quote-value: 176.40 bbox=[1125, 1954, 1162, 1967]
quote-name: Deutsch-Asiat. Bank bbox=[1174, 1737, 1291, 1750]
quote-name: Oberschles. Eisen-Industrie bbox=[1174, 1679, 1340, 1692]
adjacent-text-fragment: Im Nr bbox=[1433, 704, 1468, 717]
quote-row bbox=[1174, 1620, 1382, 1634]
adjacent-text-fragment: Nr. 3. bbox=[1433, 659, 1466, 671]
adjacent-text-fragment: Bite bbox=[1433, 1152, 1505, 1188]
quote-value: 91.80 bbox=[1135, 1737, 1166, 1750]
quote-value: 146.60 bbox=[1346, 1737, 1383, 1750]
quote-name: 4 % Oesterr. Goldrente bbox=[957, 1650, 1092, 1662]
article-text: und jetzige Schüler des Jubilars teilnahmen. Als Vertreter der Staatsregierung war Herr Ministerialrat Dr. Weber anwesend. Herr Rechtl. Ludwigshafen überbrachte Glückwünsche des Oberrheinischen Bezirksvereins deutscher Chemiker, worauf Hofrat Caro eine längere Festrede hielt, in der er ein Bild von dem Lebensgang und dem wissenschaftlichen Wirken des Jubilars entwarf und zum Schluß im Namen des Oberrheinischen Bezirksvereins deutscher Chemiker eine künstlerisch ausgeführte Glückwunschadresse überreichte. Professor Petersen-Frankfurt sprach namens der Chemischen Gesellschaft Frankfurt und Professor Freund ebendaher namens des Bezirksvereins Frankfurt deutscher Chemiker. Professor Kolb-Darmstadt erinnerte an Bild von der Tätigkeit des Jubilars im Laboratorium. Zum Schluß dankte Geh. Hofrat Staedel tiefbewegt. — Dem Festakt folgte ein Festessen im Hotel „Traube“. bbox=[547, 131, 945, 385]
quote-row bbox=[1174, 1576, 1382, 1591]
quote-value: 220.75 bbox=[1346, 1635, 1383, 1648]
quote-value: 248.25 bbox=[1125, 1888, 1162, 1901]
quote-value: 241.70 bbox=[1125, 1983, 1162, 1996]
quote-row bbox=[957, 1953, 1162, 1968]
quote-value: 131.90 bbox=[1125, 1903, 1162, 1916]
